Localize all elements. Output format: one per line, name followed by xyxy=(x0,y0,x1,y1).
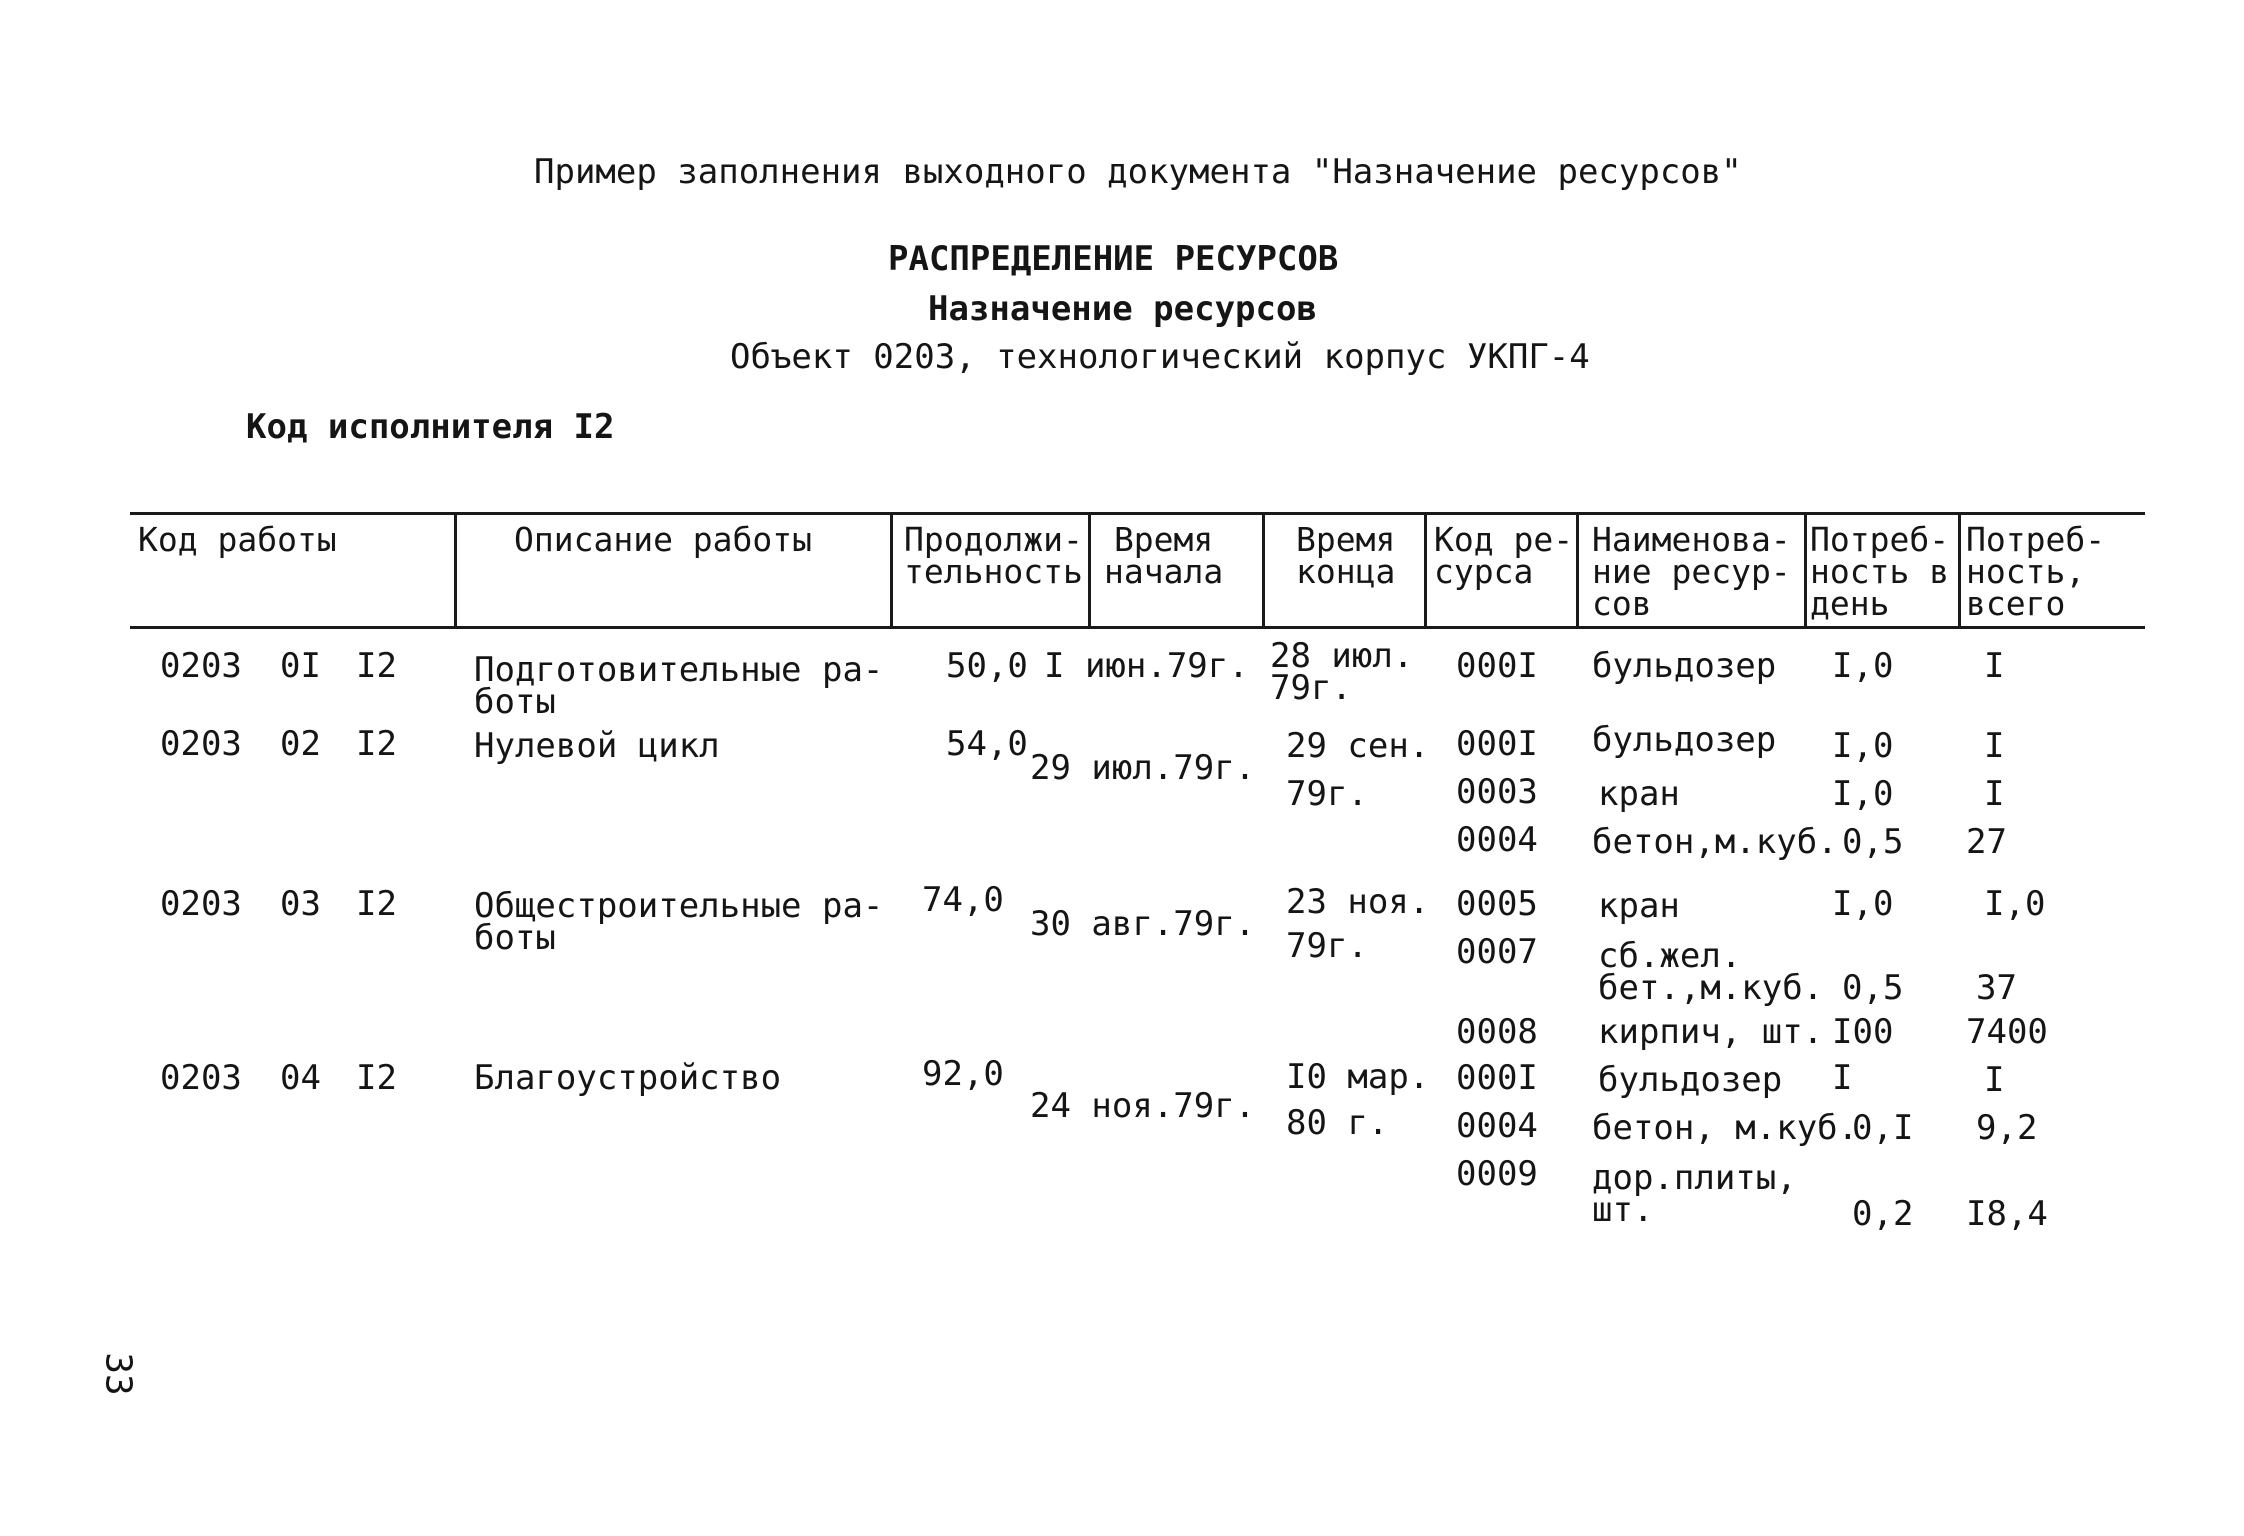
resource-code: 0007 xyxy=(1456,932,1538,972)
resource-code: 0003 xyxy=(1456,772,1538,812)
work-end: 28 июл. 79г. xyxy=(1270,636,1414,708)
column-divider xyxy=(1958,512,1961,628)
resource-per-day: I,0 xyxy=(1832,726,1894,766)
header-start: Время начала xyxy=(1104,520,1224,591)
work-duration: 74,0 xyxy=(922,880,1004,920)
work-start: I июн.79г. xyxy=(1044,646,1249,686)
resource-code: 0004 xyxy=(1456,820,1538,860)
work-duration: 92,0 xyxy=(922,1054,1004,1094)
work-description: Нулевой цикл xyxy=(474,726,720,766)
header-end: Время конца xyxy=(1296,520,1396,591)
work-end: I0 мар. 80 г. xyxy=(1286,1057,1430,1143)
column-divider xyxy=(1424,512,1427,628)
work-description: Подготовительные ра- боты xyxy=(474,650,884,722)
work-start: 30 авг.79г. xyxy=(1030,904,1256,944)
resource-per-day: I xyxy=(1832,1058,1853,1098)
resource-per-day: 0,5 xyxy=(1842,968,1904,1008)
document-subtitle: Назначение ресурсов xyxy=(928,289,1317,329)
resource-name: бульдозер xyxy=(1592,646,1777,686)
resource-name: бетон,м.куб. xyxy=(1592,822,1838,862)
resource-total: 7400 xyxy=(1966,1012,2048,1052)
document-title: РАСПРЕДЕЛЕНИЕ РЕСУРСОВ xyxy=(888,239,1339,279)
resource-code: 000I xyxy=(1456,646,1538,686)
work-end: 29 сен. 79г. xyxy=(1286,726,1430,814)
column-divider xyxy=(890,512,893,628)
table-header-rule xyxy=(130,626,2145,629)
resource-code: 000I xyxy=(1456,1058,1538,1098)
work-duration: 50,0 xyxy=(946,646,1028,686)
resource-code: 0005 xyxy=(1456,884,1538,924)
resource-name: сб.жел. бет.,м.куб. xyxy=(1598,936,1824,1008)
work-object-code: 0203 xyxy=(160,646,242,686)
work-stage-code: 02 xyxy=(280,724,321,764)
work-stage-code: 0I xyxy=(280,646,321,686)
resource-per-day: 0,5 xyxy=(1842,822,1904,862)
column-divider xyxy=(1804,512,1807,628)
resource-per-day: I,0 xyxy=(1832,774,1894,814)
resource-code: 0004 xyxy=(1456,1106,1538,1146)
work-object-code: 0203 xyxy=(160,884,242,924)
header-resource-code: Код ре- сурса xyxy=(1434,520,1574,591)
work-description: Благоустройство xyxy=(474,1058,782,1098)
header-work-code: Код работы xyxy=(138,520,337,559)
column-divider xyxy=(1088,512,1091,628)
work-stage-code: 03 xyxy=(280,884,321,924)
resource-total: I xyxy=(1984,646,2005,686)
header-resource-name: Наименова- ние ресур- сов xyxy=(1592,520,1791,623)
resource-per-day: 0,I xyxy=(1852,1108,1914,1148)
resource-total: 27 xyxy=(1966,822,2007,862)
column-divider xyxy=(1576,512,1579,628)
work-start: 24 ноя.79г. xyxy=(1030,1086,1256,1126)
work-executor-code: I2 xyxy=(356,884,397,924)
page-number: 33 xyxy=(97,1352,139,1396)
work-executor-code: I2 xyxy=(356,646,397,686)
resource-name: дор.плиты, шт. xyxy=(1592,1158,1797,1230)
resource-code: 0008 xyxy=(1456,1012,1538,1052)
work-object-code: 0203 xyxy=(160,1058,242,1098)
resource-per-day: I,0 xyxy=(1832,646,1894,686)
work-executor-code: I2 xyxy=(356,1058,397,1098)
work-stage-code: 04 xyxy=(280,1058,321,1098)
header-total: Потреб- ность, всего xyxy=(1966,520,2106,623)
resource-name: кирпич, шт. xyxy=(1598,1012,1824,1052)
resource-per-day: I00 xyxy=(1832,1012,1894,1052)
resource-name: бульдозер xyxy=(1592,720,1777,760)
resource-total: I xyxy=(1984,774,2005,814)
column-divider xyxy=(454,512,457,628)
work-description: Общестроительные ра- боты xyxy=(474,886,884,958)
resource-name: бетон, м.куб. xyxy=(1592,1108,1859,1148)
resource-total: I,0 xyxy=(1984,884,2046,924)
resource-total: 9,2 xyxy=(1976,1108,2038,1148)
work-end: 23 ноя. 79г. xyxy=(1286,882,1430,966)
header-duration: Продолжи- тельность xyxy=(904,520,1083,591)
resource-name: кран xyxy=(1598,886,1680,926)
resource-name: кран xyxy=(1598,774,1680,814)
resource-total: I xyxy=(1984,726,2005,766)
work-duration: 54,0 xyxy=(946,724,1028,764)
object-name: Объект 0203, технологический корпус УКПГ-4 xyxy=(730,337,1590,377)
work-start: 29 июл.79г. xyxy=(1030,748,1256,788)
resource-total: I8,4 xyxy=(1966,1194,2048,1234)
resource-name: бульдозер xyxy=(1598,1060,1783,1100)
column-divider xyxy=(1262,512,1265,628)
work-object-code: 0203 xyxy=(160,724,242,764)
header-per-day: Потреб- ность в день xyxy=(1810,520,1950,623)
resource-total: 37 xyxy=(1976,968,2017,1008)
table-top-rule xyxy=(130,512,2145,515)
resource-per-day: I,0 xyxy=(1832,884,1894,924)
resource-per-day: 0,2 xyxy=(1852,1194,1914,1234)
work-executor-code: I2 xyxy=(356,724,397,764)
resource-total: I xyxy=(1984,1060,2005,1100)
performer-code: Код исполнителя I2 xyxy=(246,407,615,447)
document-caption: Пример заполнения выходного документа "Назначение ресурсов" xyxy=(534,152,1742,192)
resource-code: 0009 xyxy=(1456,1154,1538,1194)
resource-code: 000I xyxy=(1456,724,1538,764)
header-description: Описание работы xyxy=(514,520,813,559)
